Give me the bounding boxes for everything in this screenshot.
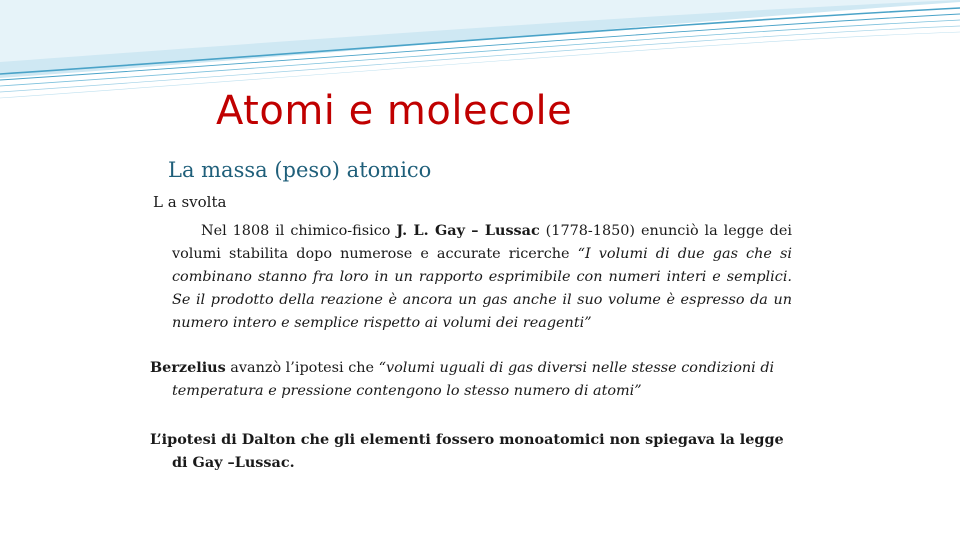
hypothesis-quote: “volumi uguali di gas diversi nelle stesse condizioni di temperatura e pressione contengono lo stesso numero di atomi” xyxy=(172,360,775,399)
scientist-name: J. L. Gay – Lussac xyxy=(396,222,540,239)
paragraph-text: avanzò l’ipotesi che xyxy=(225,360,379,376)
paragraph-gay-lussac xyxy=(172,219,792,335)
paragraph-berzelius xyxy=(150,356,798,403)
slide-title: Atomi e molecole xyxy=(216,88,573,134)
paragraph-text: Nel 1808 il chimico-fisico xyxy=(201,223,397,239)
scientist-name: Berzelius xyxy=(150,359,226,376)
paragraph-dalton: L’ipotesi di Dalton che gli elementi fossero monoatomici non spiegava la legge di Gay –Lussac. xyxy=(150,431,784,471)
paragraph-text: (1778-1850) enunciò la legge dei volumi stabilita dopo numerose e accurate ricerche xyxy=(172,223,792,262)
section-label: L a svolta xyxy=(153,193,227,211)
slide-subtitle: La massa (peso) atomico xyxy=(168,158,432,182)
law-quote: “I volumi di due gas che si combinano stanno fra loro in un rapporto esprimibile con numeri interi e semplici. Se il prodotto della reazione è ancora un gas anche il suo volume è espresso da un numero intero e semplice rispetto ai volumi dei reagenti” xyxy=(172,246,792,331)
